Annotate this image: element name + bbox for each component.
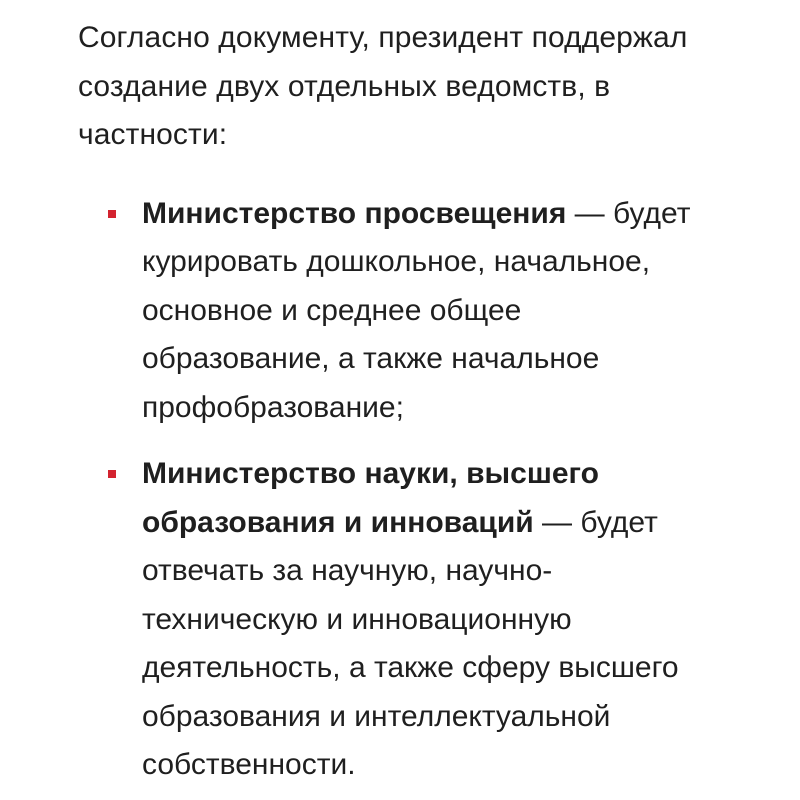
list-item-term: Министерство просвещения bbox=[142, 196, 567, 230]
list-item-ministry-science bbox=[78, 450, 702, 790]
list-item-description: — будет отвечать за научную, научно-техническую и инновационную деятельность, а также сферу высшего образования и интеллектуальной собственности. bbox=[142, 505, 679, 781]
bullet-square-icon bbox=[108, 210, 116, 218]
list-item-term: Министерство науки, высшего образования и инноваций bbox=[142, 457, 599, 539]
list-item-description: — будет курировать дошкольное, начальное, основное и среднее общее образование, а также начальное профобразование; bbox=[142, 196, 691, 424]
intro-paragraph: Согласно документу, президент поддержал создание двух отдельных ведомств, в частности: bbox=[78, 21, 688, 151]
ministries-list bbox=[78, 190, 760, 790]
bullet-square-icon bbox=[108, 470, 116, 478]
list-item-ministry-education bbox=[78, 190, 702, 433]
